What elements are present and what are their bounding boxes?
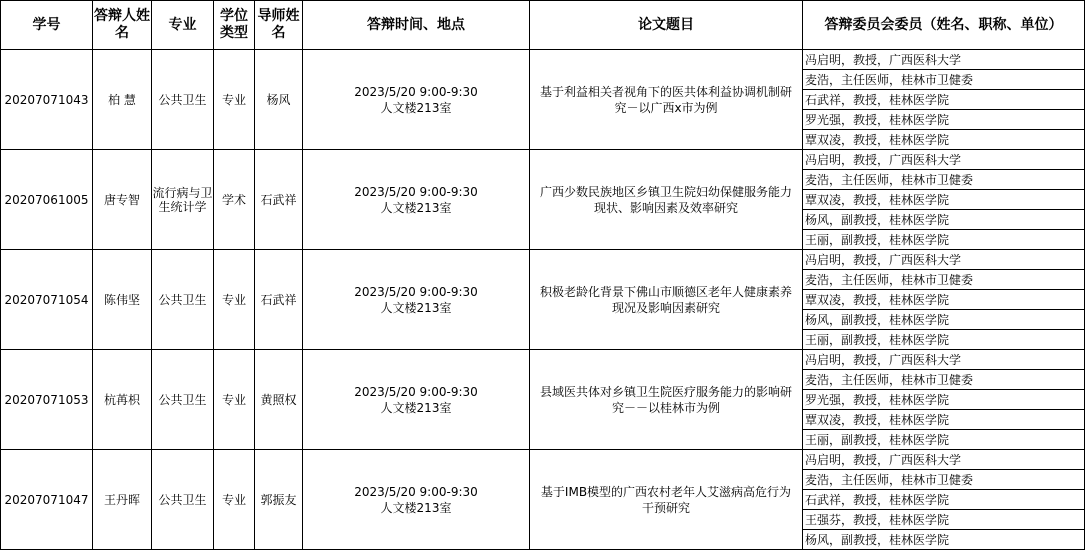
header-advisor: 导师姓名 bbox=[255, 1, 303, 50]
header-defender-name: 答辩人姓名 bbox=[93, 1, 152, 50]
committee-member: 石武祥，教授，桂林医学院 bbox=[803, 90, 1085, 110]
major: 公共卫生 bbox=[152, 450, 214, 550]
committee-member: 覃双凌，教授，桂林医学院 bbox=[803, 190, 1085, 210]
table-row bbox=[1, 50, 1085, 70]
defense-time: 2023/5/20 9:00-9:30 bbox=[354, 384, 478, 399]
defense-place: 人文楼213室 bbox=[380, 400, 452, 415]
defense-time: 2023/5/20 9:00-9:30 bbox=[354, 484, 478, 499]
committee-member: 覃双凌，教授，桂林医学院 bbox=[803, 130, 1085, 150]
defense-time: 2023/5/20 9:00-9:30 bbox=[354, 84, 478, 99]
committee-member: 麦浩，主任医师，桂林市卫健委 bbox=[803, 370, 1085, 390]
defense-place: 人文楼213室 bbox=[380, 100, 452, 115]
defender-name: 陈伟坚 bbox=[93, 250, 152, 350]
major: 公共卫生 bbox=[152, 350, 214, 450]
header-committee: 答辩委员会委员（姓名、职称、单位） bbox=[803, 1, 1085, 50]
major: 公共卫生 bbox=[152, 250, 214, 350]
degree-type: 专业 bbox=[214, 50, 255, 150]
student-id: 20207071053 bbox=[1, 350, 93, 450]
defender-name: 柏 慧 bbox=[93, 50, 152, 150]
committee-member: 杨风，副教授，桂林医学院 bbox=[803, 210, 1085, 230]
thesis-title: 县域医共体对乡镇卫生院医疗服务能力的影响研究－－以桂林市为例 bbox=[530, 350, 803, 450]
thesis-title: 积极老龄化背景下佛山市顺德区老年人健康素养现况及影响因素研究 bbox=[530, 250, 803, 350]
major: 公共卫生 bbox=[152, 50, 214, 150]
thesis-title: 广西少数民族地区乡镇卫生院妇幼保健服务能力现状、影响因素及效率研究 bbox=[530, 150, 803, 250]
committee-member: 王丽，副教授，桂林医学院 bbox=[803, 430, 1085, 450]
time-place bbox=[303, 150, 530, 250]
time-place bbox=[303, 50, 530, 150]
student-id: 20207071054 bbox=[1, 250, 93, 350]
committee-member: 麦浩，主任医师，桂林市卫健委 bbox=[803, 70, 1085, 90]
time-place bbox=[303, 450, 530, 550]
committee-member: 冯启明，教授，广西医科大学 bbox=[803, 50, 1085, 70]
committee-member: 覃双凌，教授，桂林医学院 bbox=[803, 410, 1085, 430]
defense-place: 人文楼213室 bbox=[380, 500, 452, 515]
committee-member: 罗光强，教授，桂林医学院 bbox=[803, 110, 1085, 130]
degree-type: 专业 bbox=[214, 250, 255, 350]
time-place bbox=[303, 250, 530, 350]
thesis-title: 基于IMB模型的广西农村老年人艾滋病高危行为干预研究 bbox=[530, 450, 803, 550]
thesis-title: 基于利益相关者视角下的医共体利益协调机制研究－以广西x市为例 bbox=[530, 50, 803, 150]
advisor: 石武祥 bbox=[255, 250, 303, 350]
committee-member: 王丽，副教授，桂林医学院 bbox=[803, 230, 1085, 250]
major: 流行病与卫生统计学 bbox=[152, 150, 214, 250]
advisor: 郭振友 bbox=[255, 450, 303, 550]
header-thesis-title: 论文题目 bbox=[530, 1, 803, 50]
committee-member: 麦浩，主任医师，桂林市卫健委 bbox=[803, 470, 1085, 490]
committee-member: 覃双凌，教授，桂林医学院 bbox=[803, 290, 1085, 310]
time-place bbox=[303, 350, 530, 450]
degree-type: 专业 bbox=[214, 450, 255, 550]
committee-member: 石武祥，教授，桂林医学院 bbox=[803, 490, 1085, 510]
committee-member: 冯启明，教授，广西医科大学 bbox=[803, 450, 1085, 470]
student-id: 20207071047 bbox=[1, 450, 93, 550]
advisor: 石武祥 bbox=[255, 150, 303, 250]
header-student-id: 学号 bbox=[1, 1, 93, 50]
defender-name: 王丹晖 bbox=[93, 450, 152, 550]
committee-member: 麦浩，主任医师，桂林市卫健委 bbox=[803, 170, 1085, 190]
committee-member: 杨风，副教授，桂林医学院 bbox=[803, 310, 1085, 330]
advisor: 杨风 bbox=[255, 50, 303, 150]
defense-time: 2023/5/20 9:00-9:30 bbox=[354, 184, 478, 199]
committee-member: 麦浩，主任医师，桂林市卫健委 bbox=[803, 270, 1085, 290]
committee-member: 王强芬，教授，桂林医学院 bbox=[803, 510, 1085, 530]
defense-place: 人文楼213室 bbox=[380, 300, 452, 315]
degree-type: 专业 bbox=[214, 350, 255, 450]
committee-member: 冯启明，教授，广西医科大学 bbox=[803, 350, 1085, 370]
header-major: 专业 bbox=[152, 1, 214, 50]
table-row bbox=[1, 450, 1085, 470]
header-time-place: 答辩时间、地点 bbox=[303, 1, 530, 50]
table-row bbox=[1, 150, 1085, 170]
header-row bbox=[1, 1, 1085, 50]
committee-member: 冯启明，教授，广西医科大学 bbox=[803, 250, 1085, 270]
advisor: 黄照权 bbox=[255, 350, 303, 450]
student-id: 20207061005 bbox=[1, 150, 93, 250]
table-row bbox=[1, 350, 1085, 370]
committee-member: 罗光强，教授，桂林医学院 bbox=[803, 390, 1085, 410]
defender-name: 杭苒枳 bbox=[93, 350, 152, 450]
table-row bbox=[1, 250, 1085, 270]
student-id: 20207071043 bbox=[1, 50, 93, 150]
header-degree-type: 学位类型 bbox=[214, 1, 255, 50]
defender-name: 唐专智 bbox=[93, 150, 152, 250]
committee-member: 冯启明，教授，广西医科大学 bbox=[803, 150, 1085, 170]
defense-place: 人文楼213室 bbox=[380, 200, 452, 215]
committee-member: 王丽，副教授，桂林医学院 bbox=[803, 330, 1085, 350]
committee-member: 杨风，副教授，桂林医学院 bbox=[803, 530, 1085, 550]
defense-time: 2023/5/20 9:00-9:30 bbox=[354, 284, 478, 299]
degree-type: 学术 bbox=[214, 150, 255, 250]
